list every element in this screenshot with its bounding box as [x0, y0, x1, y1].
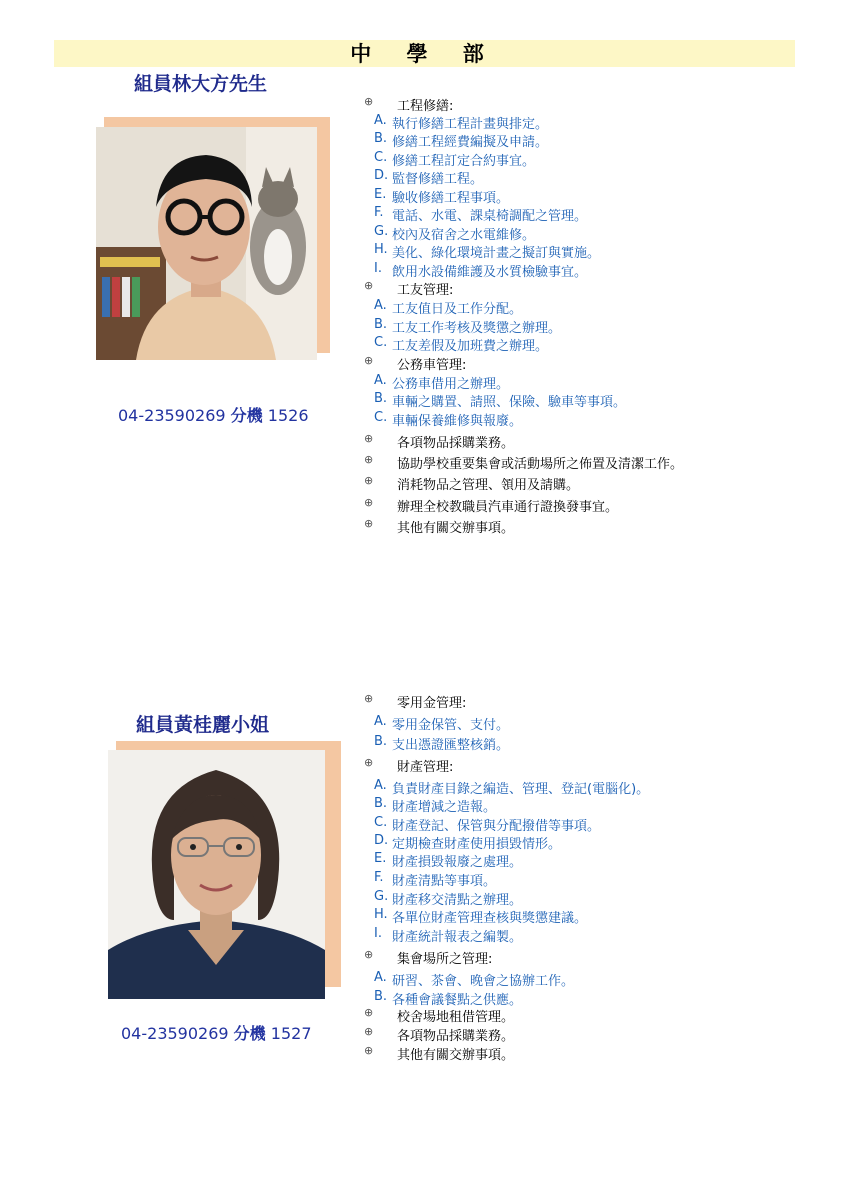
bullet-icon: ⊕ [364, 453, 374, 466]
duty-text: 校內及宿舍之水電維修。 [392, 228, 536, 243]
duty-text: 零用金管理: [397, 696, 467, 711]
duty-text: 公務車管理: [397, 358, 467, 373]
item-marker: A. [374, 778, 387, 793]
duty-text: 執行修繕工程計畫與排定。 [392, 117, 549, 132]
photo-person-icon [96, 127, 317, 360]
item-marker: B. [374, 989, 388, 1004]
duty-text: 財產移交清點之辦理。 [392, 893, 523, 908]
bullet-icon: ⊕ [364, 692, 374, 705]
bullet-icon: ⊕ [364, 756, 374, 769]
item-marker: A. [374, 970, 387, 985]
duty-text: 負責財產目錄之編造、管理、登記(電腦化)。 [392, 782, 650, 797]
duty-text: 電話、水電、課桌椅調配之管理。 [392, 209, 588, 224]
item-marker: F. [374, 870, 384, 885]
item-marker: C. [374, 815, 388, 830]
bullet-icon: ⊕ [364, 354, 374, 367]
duty-text: 工程修繕: [397, 99, 454, 114]
item-marker: C. [374, 335, 388, 350]
item-marker: B. [374, 317, 388, 332]
item-marker: B. [374, 734, 388, 749]
duty-text: 工友值日及工作分配。 [392, 302, 523, 317]
duty-text: 研習、茶會、晚會之協辦工作。 [392, 974, 575, 989]
item-marker: I. [374, 926, 382, 941]
duty-text: 工友差假及加班費之辦理。 [392, 339, 549, 354]
item-marker: E. [374, 187, 387, 202]
item-marker: D. [374, 833, 389, 848]
bullet-icon: ⊕ [364, 1044, 374, 1057]
duty-text: 消耗物品之管理、領用及請購。 [397, 478, 580, 493]
duty-text: 各單位財產管理查核與獎懲建議。 [392, 911, 588, 926]
duty-text: 其他有關交辦事項。 [397, 521, 515, 536]
duty-text: 各項物品採購業務。 [397, 1029, 515, 1044]
duty-text: 定期檢查財產使用損毀情形。 [392, 837, 562, 852]
page-title: 中 學 部 [350, 42, 498, 66]
bullet-icon: ⊕ [364, 432, 374, 445]
item-marker: I. [374, 261, 382, 276]
duty-text: 支出憑證匯整核銷。 [392, 738, 510, 753]
duty-text: 監督修繕工程。 [392, 172, 484, 187]
item-marker: H. [374, 242, 388, 257]
bullet-icon: ⊕ [364, 496, 374, 509]
duty-text: 各種會議餐點之供應。 [392, 993, 523, 1008]
phone-ext-label: 分機 [230, 406, 263, 425]
duty-text: 財產登記、保管與分配撥借等事項。 [392, 819, 601, 834]
staff-name: 組員林大方先生 [134, 73, 268, 95]
duty-text: 財產管理: [397, 760, 454, 775]
bullet-icon: ⊕ [364, 517, 374, 530]
duty-text: 美化、綠化環境計畫之擬訂與實施。 [392, 246, 601, 261]
bullet-icon: ⊕ [364, 1025, 374, 1038]
duty-text: 集會場所之管理: [397, 952, 493, 967]
duty-text: 飲用水設備維護及水質檢驗事宜。 [392, 265, 588, 280]
duty-text: 辦理全校教職員汽車通行證換發事宜。 [397, 500, 619, 515]
photo-person-icon [108, 750, 325, 999]
phone-ext-label: 分機 [233, 1024, 266, 1043]
bullet-icon: ⊕ [364, 1006, 374, 1019]
item-marker: G. [374, 224, 389, 239]
item-marker: C. [374, 410, 388, 425]
duty-text: 財產統計報表之編製。 [392, 930, 523, 945]
staff-name: 組員黃桂麗小姐 [136, 714, 270, 736]
duty-text: 車輛之購置、請照、保險、驗車等事項。 [392, 395, 627, 410]
duty-text: 校舍場地租借管理。 [397, 1010, 515, 1025]
duty-text: 協助學校重要集會或活動場所之佈置及清潔工作。 [397, 457, 684, 472]
bullet-icon: ⊕ [364, 279, 374, 292]
phone-number: 04-23590269 [118, 406, 226, 425]
staff-phone [118, 403, 309, 426]
duty-text: 工友管理: [397, 283, 454, 298]
duty-text: 工友工作考核及獎懲之辦理。 [392, 321, 562, 336]
item-marker: A. [374, 113, 387, 128]
item-marker: B. [374, 796, 388, 811]
duty-text: 公務車借用之辦理。 [392, 377, 510, 392]
item-marker: G. [374, 889, 389, 904]
item-marker: F. [374, 205, 384, 220]
staff-phone [121, 1021, 312, 1044]
duty-text: 驗收修繕工程事項。 [392, 191, 510, 206]
phone-ext: 1527 [270, 1024, 312, 1043]
duty-text: 零用金保管、支付。 [392, 718, 510, 733]
bullet-icon: ⊕ [364, 95, 374, 108]
item-marker: B. [374, 391, 388, 406]
item-marker: B. [374, 131, 388, 146]
duty-text: 修繕工程訂定合約事宜。 [392, 154, 536, 169]
item-marker: D. [374, 168, 389, 183]
phone-ext: 1526 [267, 406, 309, 425]
duty-text: 財產增減之造報。 [392, 800, 497, 815]
item-marker: A. [374, 714, 387, 729]
duty-text: 財產損毀報廢之處理。 [392, 855, 523, 870]
item-marker: A. [374, 298, 387, 313]
bullet-icon: ⊕ [364, 948, 374, 961]
item-marker: A. [374, 373, 387, 388]
phone-number: 04-23590269 [121, 1024, 229, 1043]
item-marker: H. [374, 907, 388, 922]
duty-text: 各項物品採購業務。 [397, 436, 515, 451]
duty-text: 修繕工程經費編擬及申請。 [392, 135, 549, 150]
duty-text: 財產清點等事項。 [392, 874, 497, 889]
duty-text: 車輛保養維修與報廢。 [392, 414, 523, 429]
item-marker: C. [374, 150, 388, 165]
bullet-icon: ⊕ [364, 474, 374, 487]
duty-text: 其他有關交辦事項。 [397, 1048, 515, 1063]
item-marker: E. [374, 851, 387, 866]
